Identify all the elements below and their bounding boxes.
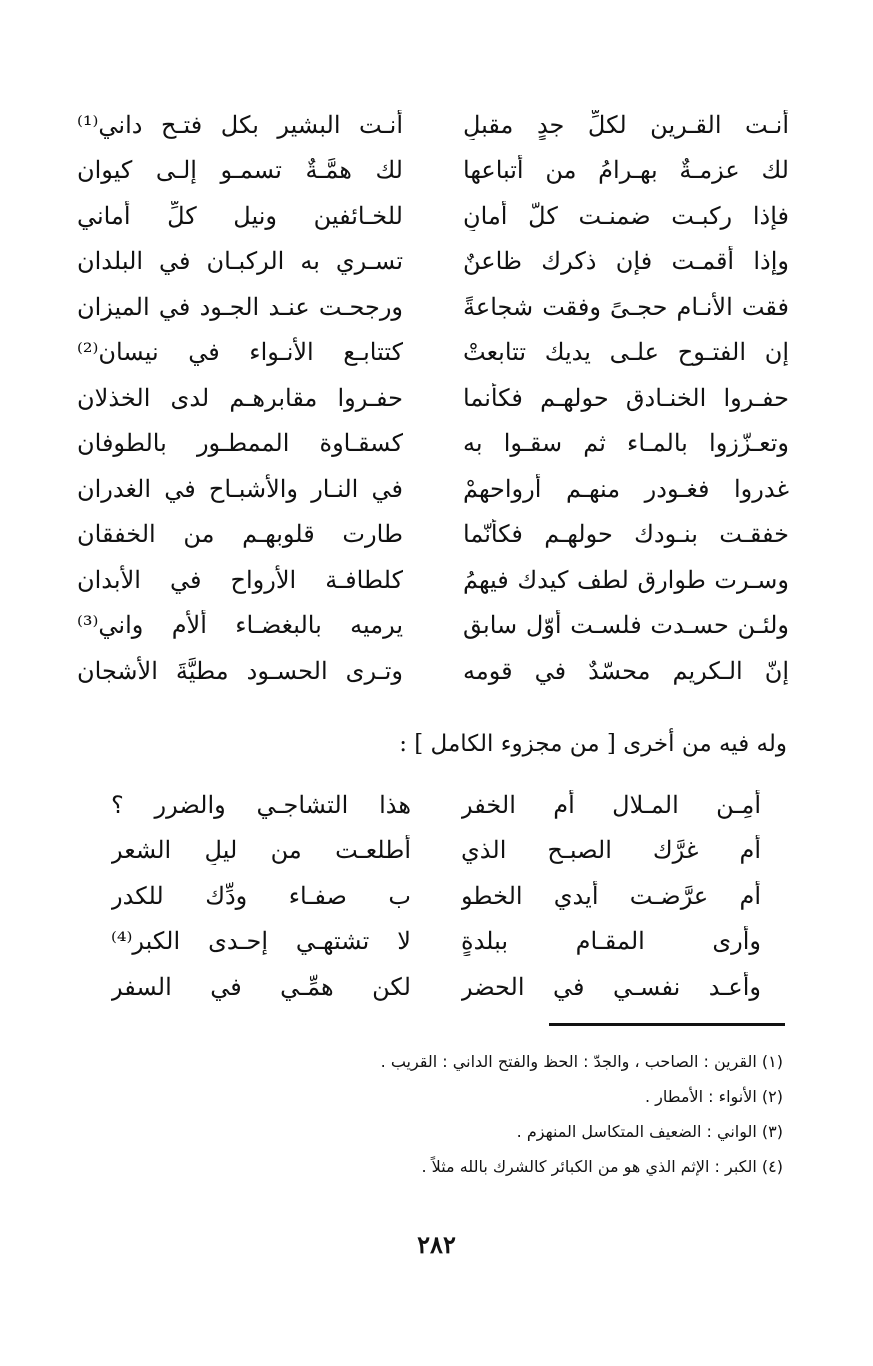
verse-row [111, 782, 761, 828]
verse-second-hemistich: لك همَّـةٌ تسمـو إلـى كيوان [77, 156, 403, 185]
verse-first-hemistich: فقت الأنـام حجـىً وفقت شجاعةً [463, 292, 789, 321]
verse-row [111, 964, 761, 1010]
verse-first-hemistich: أنـت القـرين لكلِّ جدٍ مقبلٍ [463, 110, 789, 139]
verse-row [77, 557, 789, 603]
footnote: (٤) الكبر : الإثم الذي هو من الكبائر كالشرك بالله مثلاً . [421, 1157, 783, 1176]
verse-first-hemistich: إنّ الـكريم محسّدٌ في قومه [463, 656, 789, 685]
verse-row [77, 330, 789, 376]
verse-row [111, 828, 761, 874]
verse-first-hemistich: حفـروا الخنـادق حولهـم فكأنما [463, 383, 789, 412]
verse-first-hemistich: ولئـن حسـدت فلسـت أوّل سابقٍ [463, 611, 789, 640]
verse-first-hemistich: أم عرَّضـت أيدي الخطو [461, 881, 761, 910]
verse-first-hemistich: أمِـن المـلال أم الخفر [461, 790, 761, 819]
verse-second-hemistich: تسـري به الركبـان في البلدان [77, 247, 403, 276]
verse-first-hemistich: فإذا ركبـت ضمنـت كلّ أمانٍ [463, 201, 789, 230]
footnote-divider [549, 1023, 785, 1026]
verse-first-hemistich: لك عزمـةٌ بهـرامُ من أتباعها [463, 156, 789, 185]
verse-second-hemistich: أنـت البشير بكل فتـحٍ داني⁽¹⁾ [77, 110, 403, 139]
verse-row [77, 603, 789, 649]
verse-second-hemistich: لكن همِّـي في السفر [111, 972, 411, 1001]
verse-second-hemistich: في النـار والأشبـاح في الغدران [77, 474, 403, 503]
verse-second-hemistich: كتتابـع الأنـواء في نيسان⁽²⁾ [77, 338, 403, 367]
verse-first-hemistich: وأرى المقـام ببلدةٍ [461, 927, 761, 956]
verse-second-hemistich: أطلعـت من ليلٍ الشعر [111, 836, 411, 865]
footnote: (٢) الأنواء : الأمطار . [644, 1087, 783, 1106]
verse-row [77, 284, 789, 330]
poem-main [77, 102, 789, 694]
verse-row [77, 239, 789, 285]
poem-intro-line: وله فيه من أخرى [ من مجزوء الكامل ] : [399, 731, 787, 757]
verse-row [77, 193, 789, 239]
verse-second-hemistich: حفـروا مقابرهـم لدى الخذلان [77, 383, 403, 412]
verse-first-hemistich: وأعـد نفسـي في الحضر [461, 972, 761, 1001]
verse-first-hemistich: خفقـت بنـودك حولهـم فكأنّما [463, 520, 789, 549]
verse-first-hemistich: إن الفتـوح علـى يديك تتابعتْ [463, 338, 789, 367]
verse-second-hemistich: يرميه بالبغضـاء ألأم واني⁽³⁾ [77, 611, 403, 640]
verse-row [77, 512, 789, 558]
verse-first-hemistich: وتعـزّزوا بالمـاء ثم سقـوا به [463, 429, 789, 458]
verse-second-hemistich: كسقـاوة الممطـور بالطوفان [77, 429, 403, 458]
footnotes [83, 1044, 783, 1184]
verse-second-hemistich: ب صفـاء ودِّك للكدر [111, 881, 411, 910]
verse-second-hemistich: للخـائفين ونيل كلِّ أماني [77, 201, 403, 230]
poem-second [111, 782, 761, 1010]
verse-row [77, 102, 789, 148]
verse-second-hemistich: كلطافـة الأرواح في الأبدان [77, 565, 403, 594]
verse-first-hemistich: غدروا فغـودر منهـم أرواحهمْ [463, 474, 789, 503]
verse-row [77, 421, 789, 467]
verse-second-hemistich: هذا التشاجـي والضرر ؟ [111, 790, 411, 819]
verse-first-hemistich: وسـرت طوارق لطف كيدك فيهمُ [463, 565, 789, 594]
verse-row [77, 375, 789, 421]
verse-row [111, 873, 761, 919]
verse-second-hemistich: لا تشتهـي إحـدى الكبر⁽⁴⁾ [111, 927, 411, 956]
verse-row [77, 648, 789, 694]
footnote: (١) القرين : الصاحب ، والجدّ : الحظ والفتح الداني : القريب . [380, 1052, 783, 1071]
verse-second-hemistich: طارت قلوبهـم من الخفقان [77, 520, 403, 549]
verse-row [77, 466, 789, 512]
verse-second-hemistich: ورجحـت عنـد الجـود في الميزان [77, 292, 403, 321]
verse-row [77, 148, 789, 194]
footnote: (٣) الواني : الضعيف المتكاسل المنهزم . [516, 1122, 783, 1141]
verse-first-hemistich: أم غرَّك الصبـح الذي [461, 836, 761, 865]
verse-row [111, 919, 761, 965]
page-number: ٢٨٢ [417, 1230, 456, 1259]
verse-second-hemistich: وتـرى الحسـود مطيَّةَ الأشجان [77, 656, 403, 685]
verse-first-hemistich: وإذا أقمـت فإن ذكرك ظاعنٌ [463, 247, 789, 276]
